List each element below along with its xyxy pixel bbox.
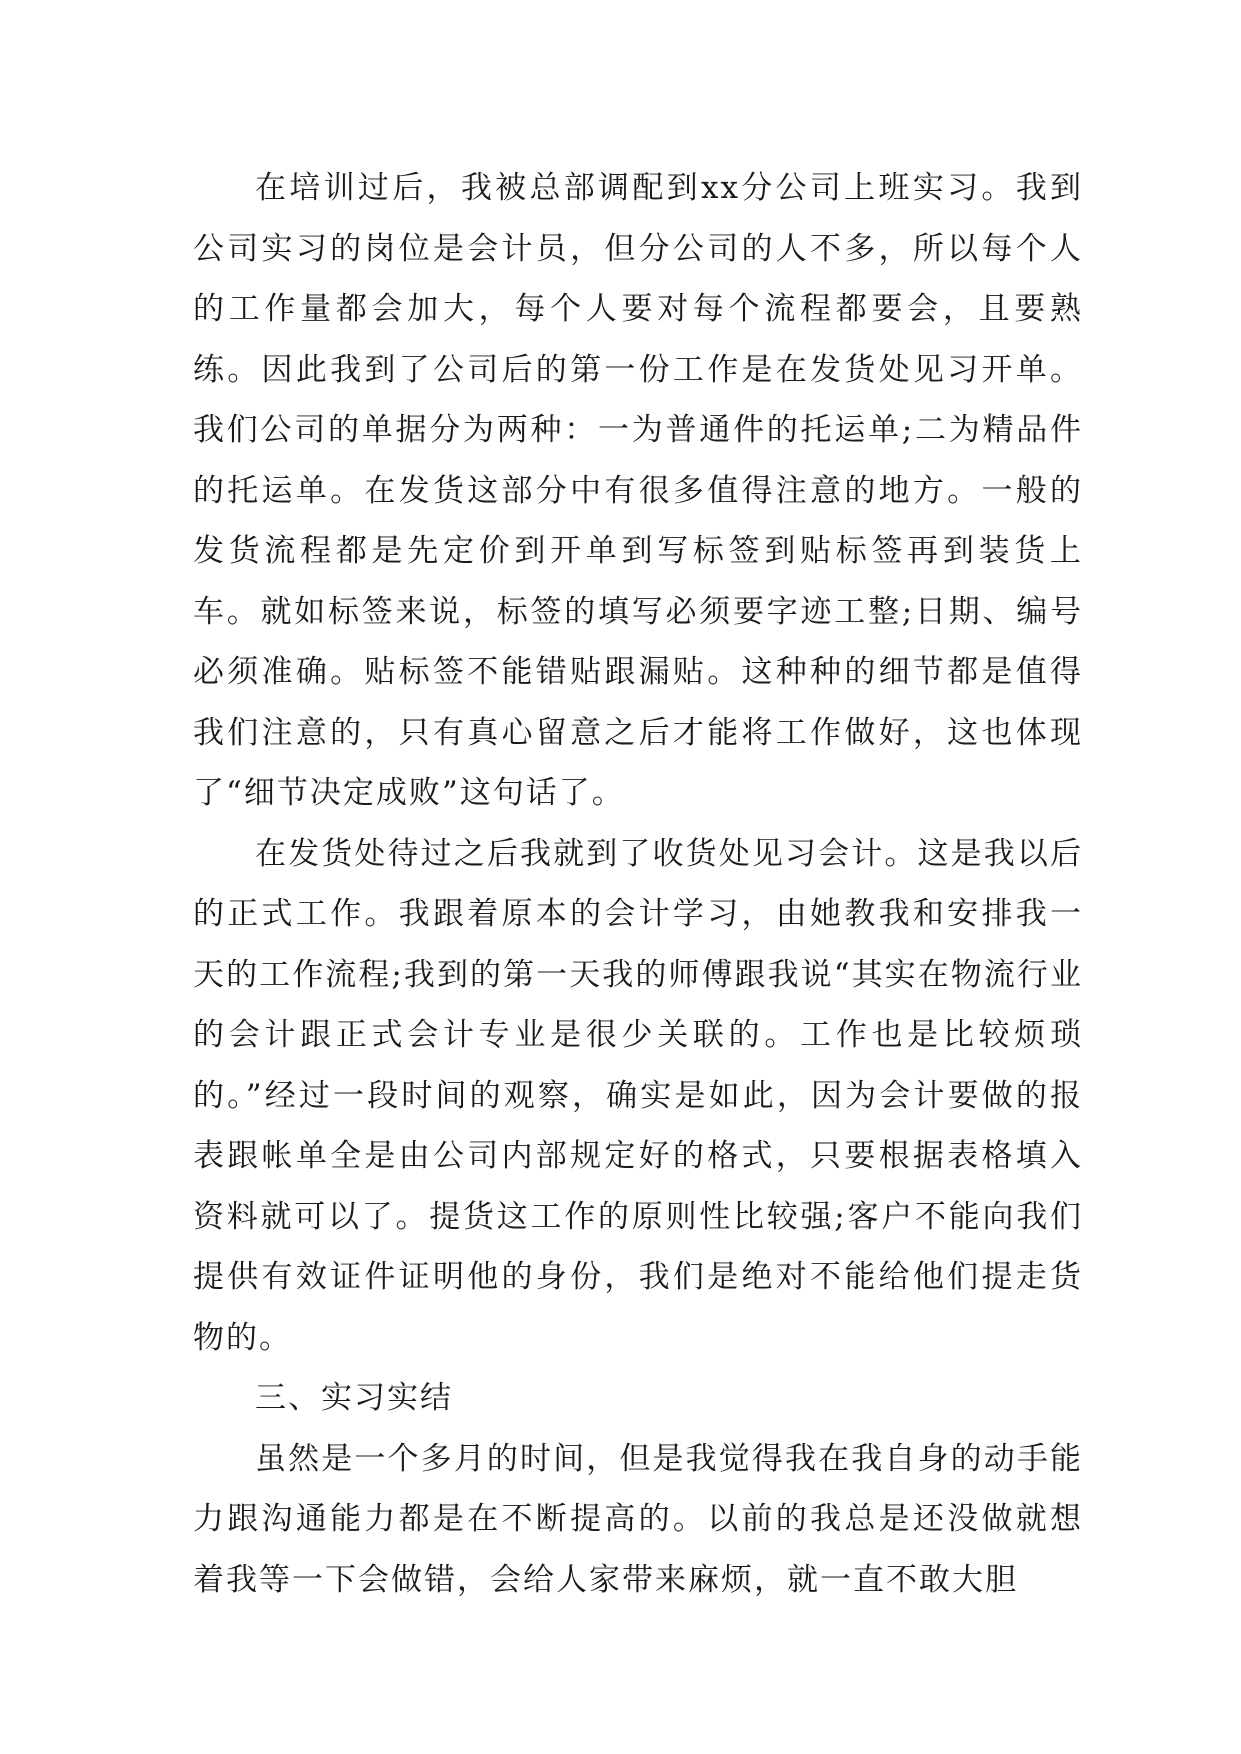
paragraph-receiving: 在发货处待过之后我就到了收货处见习会计。这是我以后的正式工作。我跟着原本的会计学习，由她教我和安排我一天的工作流程;我到的第一天我的师傅跟我说“其实在物流行业的会计跟正式会计专业是很少关联的。工作也是比较烦琐的。”经过一段时间的观察，确实是如此，因为会计要做的报表跟帐单全是由公司内部规定好的格式，只要根据表格填入资料就可以了。提货这工作的原则性比较强;客户不能向我们提供有效证件证明他的身份，我们是绝对不能给他们提走货物的。: [193, 835, 1083, 1356]
paragraph-shipping: 在培训过后，我被总部调配到xx分公司上班实习。我到公司实习的岗位是会计员，但分公司的人不多，所以每个人的工作量都会加大，每个人要对每个流程都要会，且要熟练。因此我到了公司后的第一份工作是在发货处见习开单。我们公司的单据分为两种：一为普通件的托运单;二为精品件的托运单。在发货这部分中有很多值得注意的地方。一般的发货流程都是先定价到开单到写标签到贴标签再到装货上车。就如标签来说，标签的填写必须要字迹工整;日期、编号必须准确。贴标签不能错贴跟漏贴。这种种的细节都是值得我们注意的，只有真心留意之后才能将工作做好，这也体现了“细节决定成败”这句话了。: [193, 170, 1083, 811]
document-body: [193, 158, 1083, 1610]
paragraph-summary: 虽然是一个多月的时间，但是我觉得我在我自身的动手能力跟沟通能力都是在不断提高的。以前的我总是还没做就想着我等一下会做错，会给人家带来麻烦，就一直不敢大胆: [193, 1440, 1083, 1598]
section-heading: 三、实习实结: [255, 1380, 453, 1416]
